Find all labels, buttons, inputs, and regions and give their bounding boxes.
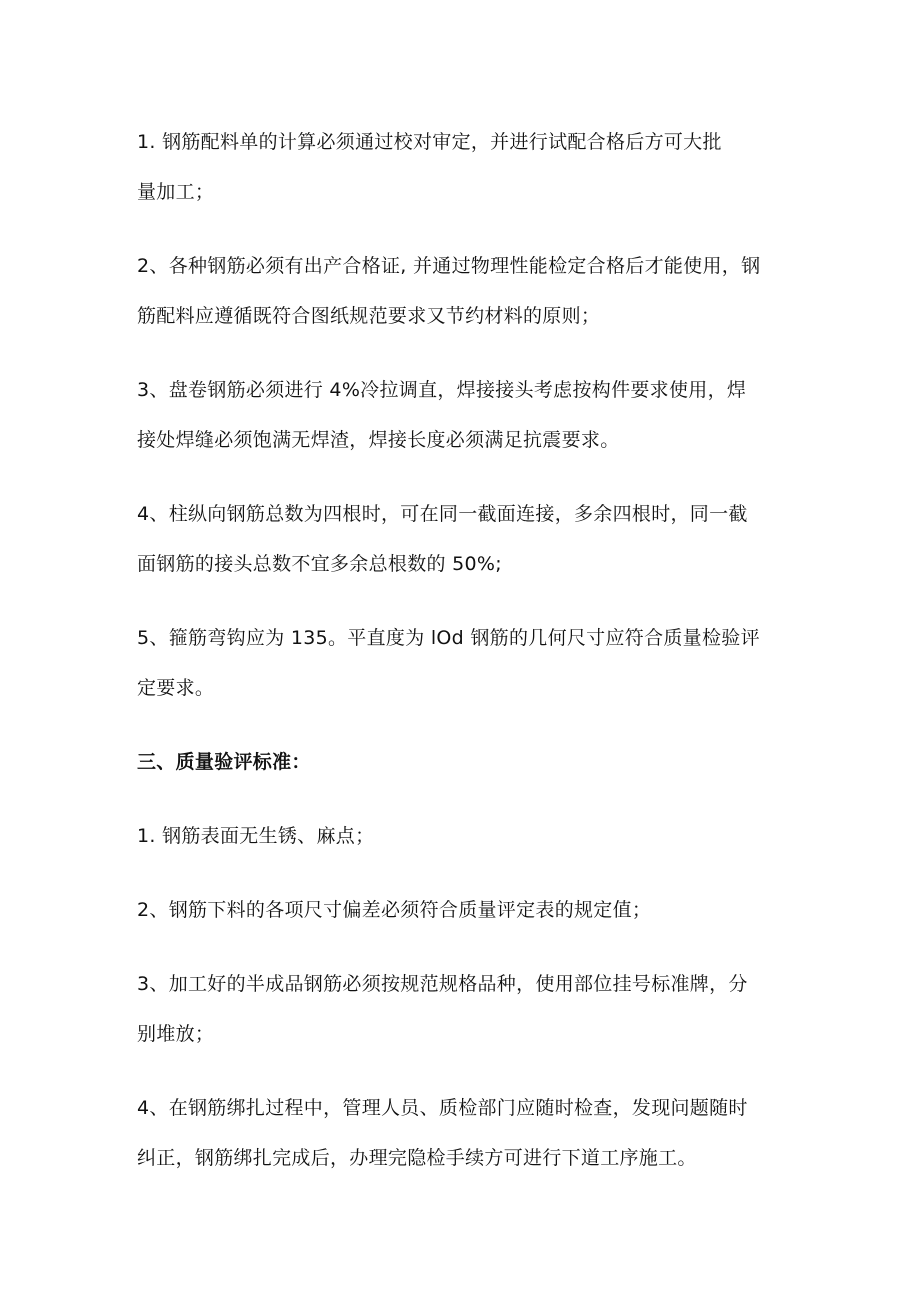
list-item-5 [137,613,787,713]
list-item-3 [137,365,787,465]
standard-item-4 [137,1083,787,1183]
text-line: 筋配料应遵循既符合图纸规范要求又节约材料的原则； [137,305,601,327]
section-heading [137,737,787,787]
text-line: 4、在钢筋绑扎过程中，管理人员、质检部门应随时检查，发现问题随时 [137,1097,748,1119]
text-line: 面钢筋的接头总数不宜多余总根数的 50%; [137,553,502,575]
text-line: 定要求。 [137,677,215,699]
list-item-2 [137,241,787,341]
text-line: 2、各种钢筋必须有出产合格证, 并通过物理性能检定合格后才能使用，钢 [137,255,761,277]
text-line: 2、钢筋下料的各项尺寸偏差必须符合质量评定表的规定值； [137,899,652,921]
text-line: 4、柱纵向钢筋总数为四根时，可在同一截面连接，多余四根时，同一截 [137,503,748,525]
list-item-4 [137,489,787,589]
text-line: 纠正，钢筋绑扎完成后，办理完隐检手续方可进行下道工序施工。 [137,1147,697,1169]
text-line: 1. 钢筋表面无生锈、麻点； [137,825,375,847]
standard-item-3 [137,959,787,1059]
text-line: 5、箍筋弯钩应为 135。平直度为 lOd 钢筋的几何尺寸应符合质量检验评 [137,627,760,649]
text-line: 3、加工好的半成品钢筋必须按规范规格品种，使用部位挂号标准牌，分 [137,973,748,995]
list-item-1 [137,117,787,217]
standard-item-1 [137,811,787,861]
text-line: 别堆放； [137,1023,215,1045]
document-body [137,117,787,1207]
section-title: 三、质量验评标准： [137,751,311,773]
text-line: 接处焊缝必须饱满无焊渣，焊接长度必须满足抗震要求。 [137,429,620,451]
text-line: 量加工； [137,181,215,203]
text-line: 1. 钢筋配料单的计算必须通过校对审定，并进行试配合格后方可大批 [137,131,722,153]
standard-item-2 [137,885,787,935]
text-line: 3、盘卷钢筋必须进行 4%冷拉调直，焊接接头考虑按构件要求使用，焊 [137,379,747,401]
